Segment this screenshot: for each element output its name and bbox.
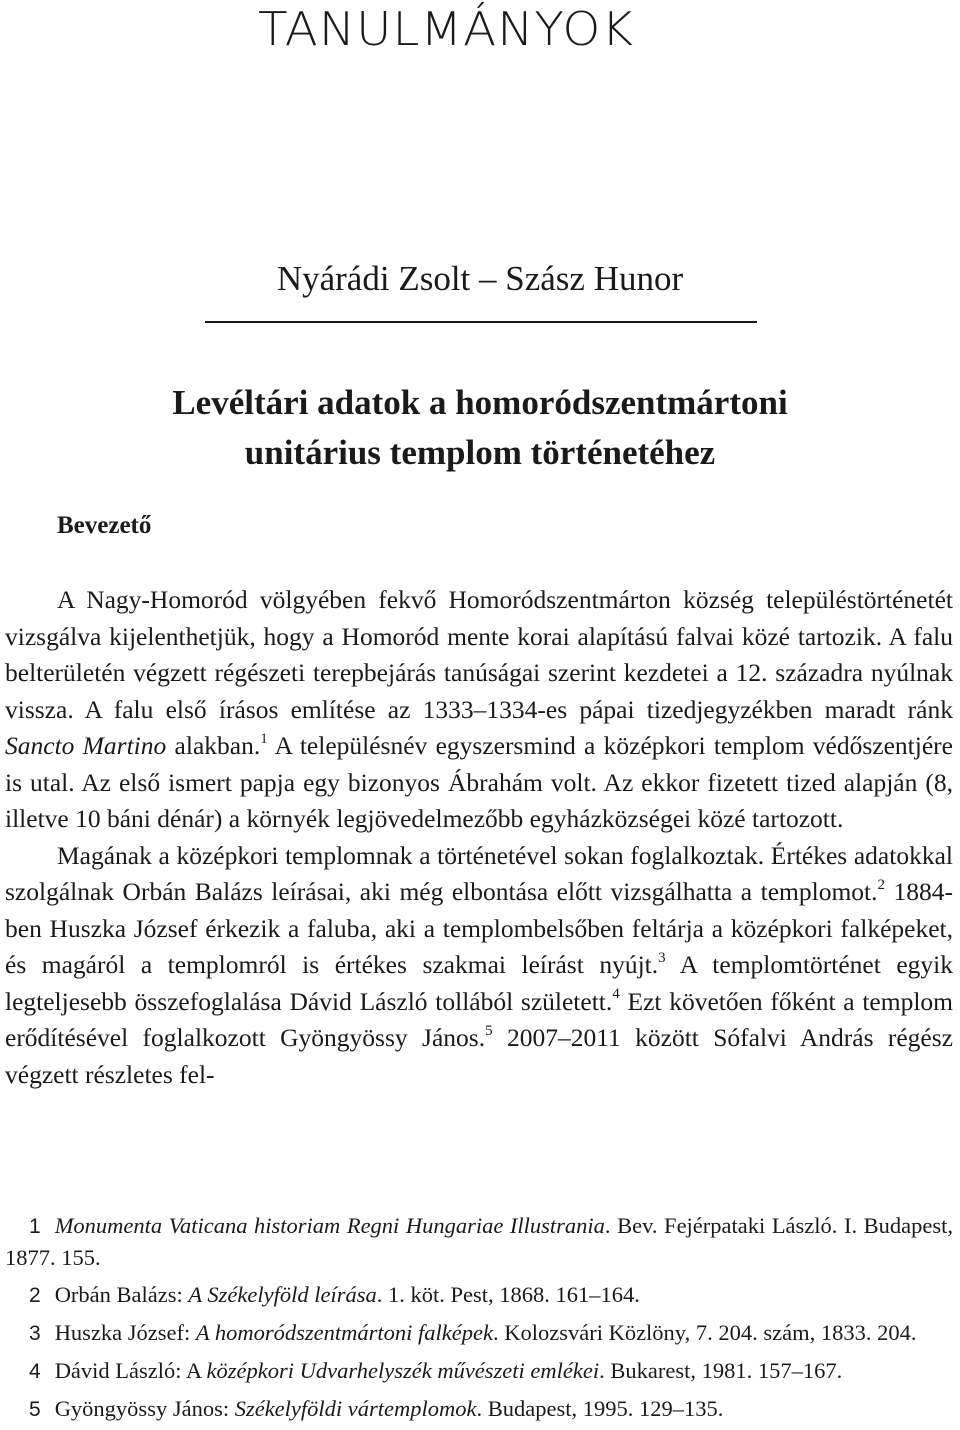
footnote-author: Huszka József: <box>54 1320 196 1345</box>
footnotes <box>5 1210 953 1425</box>
footnote-number: 1 <box>29 1215 41 1238</box>
footnote-author: Gyöngyössy János: <box>54 1396 235 1421</box>
paragraph-text: A Nagy-Homoród völgyében fekvő Homoródszentmárton község településtörténetét vizsgálva kijelenthetjük, hogy a Homoród mente korai alapítású falvai közé tartozik. A falu belterületén végzett régészeti terepbejárás tanúságai szerint kezdetei a 12. századra nyúlnak vissza. A falu első írásos említése az 1333–1334-es pápai tizedjegyzékben maradt ránk <box>5 585 953 724</box>
article-body <box>5 582 953 1093</box>
paragraph-text: Magának a középkori templomnak a történetével sokan foglalkoztak. Értékes adatokkal szolgálnak Orbán Balázs leírásai, aki még elbontása előtt vizsgálhatta a templomot. <box>5 840 953 906</box>
footnote-text: . Bukarest, 1981. 157–167. <box>599 1358 843 1383</box>
footnote-text: . 1. köt. Pest, 1868. 161–164. <box>376 1282 640 1307</box>
paragraph-text: alakban. <box>166 731 261 760</box>
article-title <box>0 378 960 478</box>
footnote-reference-4[interactable]: 4 <box>612 986 620 1002</box>
footnote-reference-2[interactable]: 2 <box>877 876 885 893</box>
paragraph-text: A településnév egyszersmind a középkori templom védőszentjére is utal. Az első ismert papja egy bizonyos Ábrahám volt. Az ekkor fizetett tized alapján (8, illetve 10 báni dénár) a környék legjövedelmezőbb egyházközségei közé tartozott. <box>5 731 953 833</box>
paragraph-text: A templomtörténet egyik legteljesebb összefoglalása Dávid László tollából született. <box>5 950 954 1016</box>
paragraph-text: Ezt követően főként a templom erődítésével foglalkozott Gyöngyössy János. <box>5 986 953 1052</box>
footnote-reference-5[interactable]: 5 <box>485 1022 493 1039</box>
footnote-italic-title: Monumenta Vaticana historiam Regni Hungariae Illustrania <box>54 1213 605 1238</box>
footnote-reference-1[interactable]: 1 <box>260 730 268 747</box>
footnote-italic-title: Székelyföldi vártemplomok <box>234 1396 477 1421</box>
footnote-4 <box>5 1355 953 1387</box>
footnote-italic-title: A Székelyföld leírása <box>188 1282 377 1307</box>
footnote-5 <box>5 1393 953 1425</box>
footnote-3 <box>5 1317 953 1349</box>
footnote-number: 3 <box>29 1322 41 1345</box>
footnote-2 <box>5 1279 953 1311</box>
footnote-text: . Budapest, 1995. 129–135. <box>476 1396 724 1421</box>
footnote-number: 5 <box>29 1398 41 1421</box>
footnote-text: . Kolozsvári Közlöny, 7. 204. szám, 1833. 204. <box>492 1320 917 1345</box>
section-subheading: Bevezető <box>57 512 152 539</box>
footnote-italic-title: A homoródszentmártoni falképek <box>195 1320 493 1345</box>
authors-divider <box>205 321 757 323</box>
footnote-author: Dávid László: A <box>54 1358 207 1383</box>
paragraph-text: 2007–2011 között Sófalvi András régész végzett részletes fel- <box>5 1023 953 1089</box>
footnote-number: 2 <box>29 1284 41 1307</box>
paragraph-text: 1884-ben Huszka József érkezik a faluba, aki a templombelsőben feltárja a középkori falképeket, és magáról a templomról is értékes szakmai leírást nyújt. <box>5 877 954 979</box>
footnote-1 <box>5 1210 953 1273</box>
paragraph-italic-text: Sancto Martino <box>5 731 167 760</box>
body-paragraph-1 <box>5 582 953 838</box>
article-authors: Nyárádi Zsolt – Szász Hunor <box>276 259 684 298</box>
footnote-italic-title: középkori Udvarhelyszék művészeti emlékei <box>206 1358 600 1383</box>
section-header: TANULMÁNYOK <box>258 2 635 56</box>
footnote-text: . Bev. Fejérpataki László. I. Budapest, 1877. 155. <box>5 1213 953 1270</box>
footnote-number: 4 <box>29 1360 41 1383</box>
footnote-author: Orbán Balázs: <box>54 1282 189 1307</box>
article-title-line-1: Levéltári adatok a homoródszentmártoni <box>172 383 788 422</box>
body-paragraph-2 <box>5 838 953 1094</box>
article-title-line-2: unitárius templom történetéhez <box>244 433 716 472</box>
footnote-reference-3[interactable]: 3 <box>658 949 666 966</box>
